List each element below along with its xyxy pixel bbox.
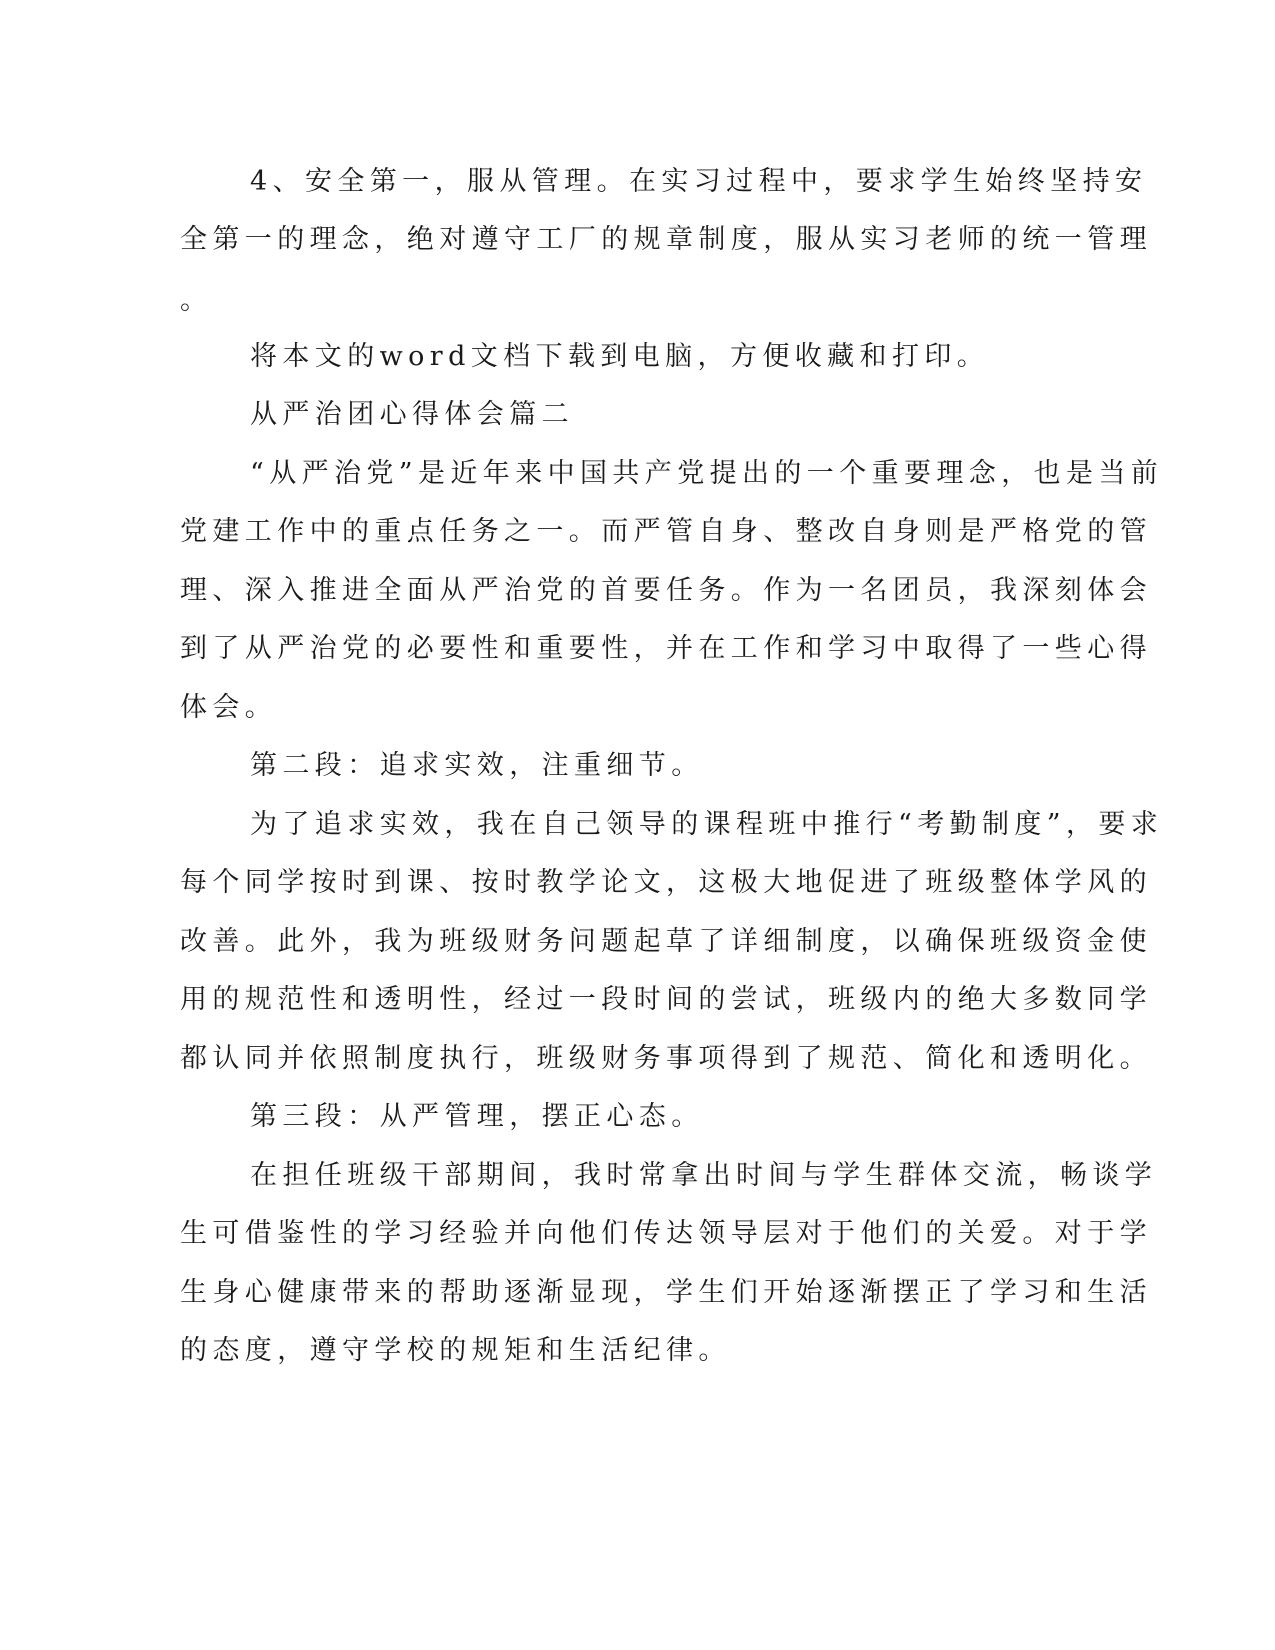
text-line: 生可借鉴性的学习经验并向他们传达领导层对于他们的关爱。对于学 xyxy=(180,1218,1152,1249)
text-line: 在担任班级干部期间，我时常拿出时间与学生群体交流，畅谈学 xyxy=(250,1160,1158,1191)
text-line: 体会。 xyxy=(180,692,278,723)
text-line: 每个同学按时到课、按时教学论文，这极大地促进了班级整体学风的 xyxy=(180,867,1152,898)
text-line: 全第一的理念，绝对遵守工厂的规章制度，服从实习老师的统一管理 xyxy=(180,224,1152,255)
text-line: 理、深入推进全面从严治党的首要任务。作为一名团员，我深刻体会 xyxy=(180,575,1152,606)
text-line: 都认同并依照制度执行，班级财务事项得到了规范、简化和透明化。 xyxy=(180,1043,1152,1074)
section-heading: 从严治团心得体会篇二 xyxy=(250,399,574,430)
section-heading: 第二段：追求实效，注重细节。 xyxy=(250,750,704,781)
text-line: 用的规范性和透明性，经过一段时间的尝试，班级内的绝大多数同学 xyxy=(180,984,1152,1015)
text-line: 4、安全第一，服从管理。在实习过程中，要求学生始终坚持安 xyxy=(250,166,1148,197)
text-line: 改善。此外，我为班级财务问题起草了详细制度，以确保班级资金使 xyxy=(180,926,1152,957)
text-line: 。 xyxy=(180,285,207,316)
text-line: 为了追求实效，我在自己领导的课程班中推行“考勤制度”，要求 xyxy=(250,809,1164,840)
text-line: “从严治党”是近年来中国共产党提出的一个重要理念，也是当前 xyxy=(250,458,1164,489)
text-line: 将本文的word文档下载到电脑，方便收藏和打印。 xyxy=(250,341,990,372)
text-line: 到了从严治党的必要性和重要性，并在工作和学习中取得了一些心得 xyxy=(180,633,1152,664)
text-line: 的态度，遵守学校的规矩和生活纪律。 xyxy=(180,1335,731,1366)
text-line: 党建工作中的重点任务之一。而严管自身、整改自身则是严格党的管 xyxy=(180,516,1152,547)
text-line: 生身心健康带来的帮助逐渐显现，学生们开始逐渐摆正了学习和生活 xyxy=(180,1277,1152,1308)
section-heading: 第三段：从严管理，摆正心态。 xyxy=(250,1101,704,1132)
